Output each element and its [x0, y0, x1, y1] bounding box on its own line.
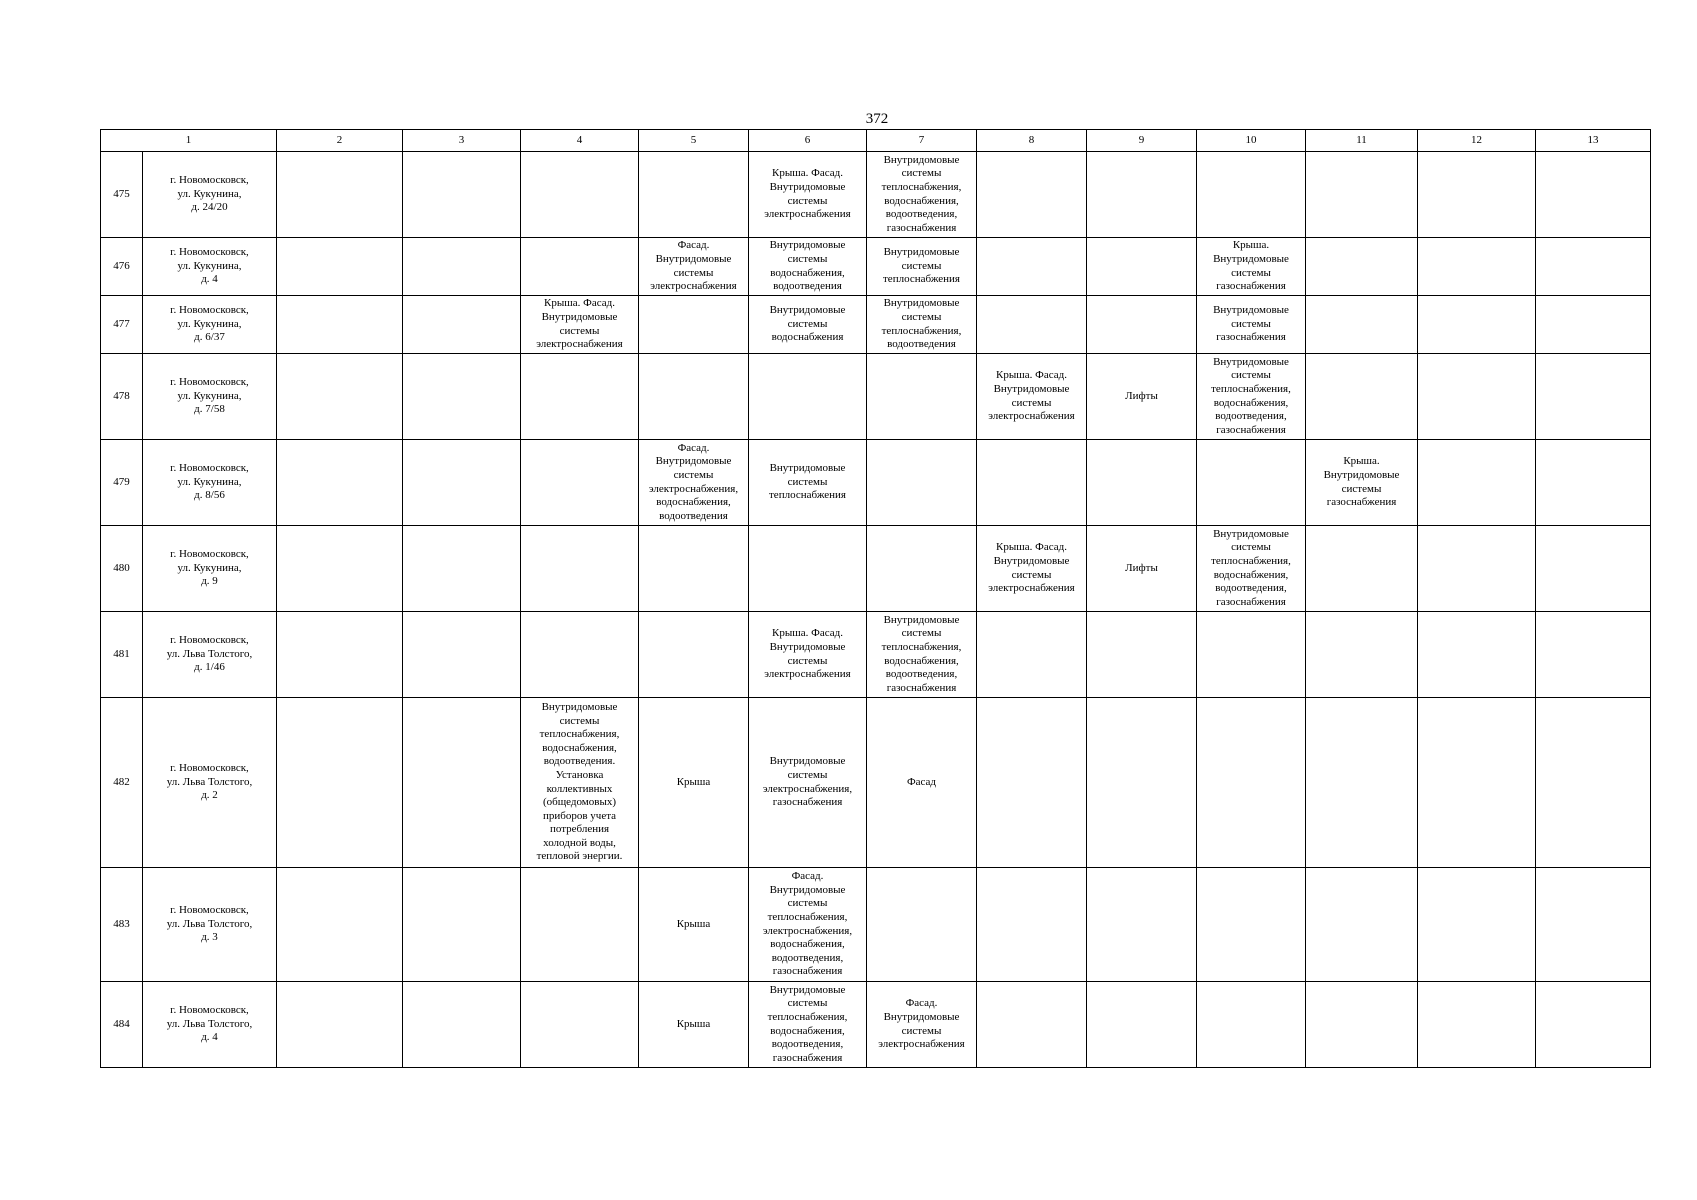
row-number: 478 — [101, 354, 143, 440]
work-cell-col-6 — [749, 296, 867, 354]
work-cell-col-5 — [639, 238, 749, 296]
work-cell-col-2 — [277, 868, 403, 982]
row-number: 476 — [101, 238, 143, 296]
table-row — [101, 152, 1651, 238]
column-number: 6 — [749, 130, 867, 152]
work-cell-col-7 — [867, 868, 977, 982]
work-text: Внутридомовые системы теплоснабжения — [769, 462, 846, 502]
work-cell-col-13 — [1536, 354, 1651, 440]
work-cell-col-2 — [277, 440, 403, 526]
work-cell-col-9 — [1087, 698, 1197, 868]
work-cell-col-8 — [977, 868, 1087, 982]
work-cell-col-6 — [749, 152, 867, 238]
work-text: Крыша. Фасад. Внутридомовые системы электроснабжения — [988, 369, 1075, 423]
work-text: Фасад. Внутридомовые системы теплоснабжения, электроснабжения, водоснабжения, водоотведения, газоснабжения — [762, 870, 853, 978]
work-cell-col-2 — [277, 982, 403, 1068]
work-cell-col-6 — [749, 354, 867, 440]
work-cell-col-10 — [1197, 296, 1306, 354]
work-cell-col-13 — [1536, 238, 1651, 296]
table-row — [101, 698, 1651, 868]
column-number: 9 — [1087, 130, 1197, 152]
work-cell-col-6 — [749, 238, 867, 296]
work-cell-col-4 — [521, 296, 639, 354]
work-cell-col-9 — [1087, 354, 1197, 440]
work-cell-col-6 — [749, 526, 867, 612]
table-row — [101, 612, 1651, 698]
work-cell-col-2 — [277, 612, 403, 698]
work-cell-col-7 — [867, 698, 977, 868]
table-row — [101, 526, 1651, 612]
work-text: Крыша. Фасад. Внутридомовые системы электроснабжения — [988, 541, 1075, 595]
work-cell-col-8 — [977, 238, 1087, 296]
address-cell — [143, 698, 277, 868]
work-cell-col-10 — [1197, 982, 1306, 1068]
address-text: г. Новомосковск, ул. Кукунина, д. 8/56 — [170, 462, 249, 502]
work-text: Внутридомовые системы теплоснабжения, водоснабжения, водоотведения. Установка коллективных (общедомовых) приборов учета потребления холодной воды, тепловой энергии. — [536, 700, 623, 863]
work-cell-col-13 — [1536, 296, 1651, 354]
work-cell-col-10 — [1197, 152, 1306, 238]
work-cell-col-7 — [867, 612, 977, 698]
work-cell-col-6 — [749, 440, 867, 526]
work-cell-col-10 — [1197, 612, 1306, 698]
work-cell-col-11 — [1306, 440, 1418, 526]
work-cell-col-3 — [403, 612, 521, 698]
work-cell-col-12 — [1418, 982, 1536, 1068]
work-cell-col-7 — [867, 526, 977, 612]
work-cell-col-13 — [1536, 612, 1651, 698]
work-text: Внутридомовые системы теплоснабжения, водоснабжения, водоотведения, газоснабжения — [881, 153, 962, 234]
work-cell-col-8 — [977, 354, 1087, 440]
column-number: 12 — [1418, 130, 1536, 152]
work-text: Крыша. Фасад. Внутридомовые системы электроснабжения — [536, 297, 623, 351]
work-cell-col-6 — [749, 612, 867, 698]
address-text: г. Новомосковск, ул. Кукунина, д. 24/20 — [170, 174, 249, 214]
work-cell-col-4 — [521, 982, 639, 1068]
work-text: Крыша. Внутридомовые системы газоснабжения — [1213, 239, 1289, 293]
work-text: Фасад. Внутридомовые системы электроснабжения — [650, 239, 737, 293]
work-cell-col-11 — [1306, 868, 1418, 982]
address-cell — [143, 526, 277, 612]
work-cell-col-3 — [403, 868, 521, 982]
work-cell-col-2 — [277, 296, 403, 354]
row-number: 482 — [101, 698, 143, 868]
work-cell-col-9 — [1087, 868, 1197, 982]
work-cell-col-4 — [521, 526, 639, 612]
work-cell-col-10 — [1197, 354, 1306, 440]
address-cell — [143, 612, 277, 698]
work-cell-col-4 — [521, 354, 639, 440]
work-text: Внутридомовые системы теплоснабжения, водоснабжения, водоотведения, газоснабжения — [881, 613, 962, 694]
table-row — [101, 296, 1651, 354]
work-text: Фасад — [906, 775, 937, 788]
work-cell-col-13 — [1536, 982, 1651, 1068]
work-cell-col-5 — [639, 440, 749, 526]
row-number: 481 — [101, 612, 143, 698]
work-cell-col-4 — [521, 868, 639, 982]
work-text: Внутридомовые системы теплоснабжения, водоснабжения, водоотведения, газоснабжения — [767, 983, 848, 1064]
work-cell-col-13 — [1536, 440, 1651, 526]
work-text: Лифты — [1125, 389, 1158, 402]
address-text: г. Новомосковск, ул. Кукунина, д. 4 — [170, 246, 249, 286]
work-cell-col-13 — [1536, 526, 1651, 612]
work-cell-col-8 — [977, 698, 1087, 868]
address-text: г. Новомосковск, ул. Кукунина, д. 9 — [170, 548, 249, 588]
work-cell-col-10 — [1197, 238, 1306, 296]
work-cell-col-7 — [867, 354, 977, 440]
address-text: г. Новомосковск, ул. Льва Толстого, д. 3 — [166, 904, 253, 944]
work-cell-col-8 — [977, 982, 1087, 1068]
work-cell-col-12 — [1418, 354, 1536, 440]
work-cell-col-4 — [521, 698, 639, 868]
work-text: Лифты — [1125, 561, 1158, 574]
work-cell-col-7 — [867, 440, 977, 526]
work-cell-col-5 — [639, 296, 749, 354]
row-number: 479 — [101, 440, 143, 526]
work-cell-col-9 — [1087, 152, 1197, 238]
work-cell-col-3 — [403, 238, 521, 296]
work-cell-col-12 — [1418, 440, 1536, 526]
work-text: Внутридомовые системы электроснабжения, газоснабжения — [762, 755, 853, 809]
work-cell-col-11 — [1306, 982, 1418, 1068]
address-cell — [143, 440, 277, 526]
work-text: Внутридомовые системы теплоснабжения, водоснабжения, водоотведения, газоснабжения — [1211, 355, 1291, 436]
work-cell-col-7 — [867, 982, 977, 1068]
column-number: 5 — [639, 130, 749, 152]
work-cell-col-7 — [867, 152, 977, 238]
work-cell-col-8 — [977, 152, 1087, 238]
work-cell-col-12 — [1418, 868, 1536, 982]
work-text: Крыша. Фасад. Внутридомовые системы электроснабжения — [764, 627, 851, 681]
work-cell-col-7 — [867, 238, 977, 296]
work-cell-col-4 — [521, 152, 639, 238]
column-number: 10 — [1197, 130, 1306, 152]
work-text: Крыша — [676, 775, 711, 788]
work-cell-col-12 — [1418, 238, 1536, 296]
row-number: 477 — [101, 296, 143, 354]
repair-schedule-table — [100, 129, 1651, 1068]
work-cell-col-11 — [1306, 354, 1418, 440]
work-cell-col-3 — [403, 698, 521, 868]
work-cell-col-10 — [1197, 868, 1306, 982]
column-number: 2 — [277, 130, 403, 152]
address-text: г. Новомосковск, ул. Льва Толстого, д. 2 — [166, 762, 253, 802]
column-number: 4 — [521, 130, 639, 152]
table-row — [101, 982, 1651, 1068]
address-text: г. Новомосковск, ул. Кукунина, д. 7/58 — [170, 376, 249, 416]
column-number: 7 — [867, 130, 977, 152]
work-cell-col-2 — [277, 354, 403, 440]
work-cell-col-5 — [639, 354, 749, 440]
work-cell-col-11 — [1306, 152, 1418, 238]
column-number: 8 — [977, 130, 1087, 152]
work-cell-col-5 — [639, 152, 749, 238]
work-cell-col-8 — [977, 526, 1087, 612]
work-text: Крыша. Внутридомовые системы газоснабжения — [1323, 455, 1400, 509]
column-number: 13 — [1536, 130, 1651, 152]
work-cell-col-9 — [1087, 238, 1197, 296]
work-cell-col-2 — [277, 238, 403, 296]
row-number: 484 — [101, 982, 143, 1068]
work-cell-col-7 — [867, 296, 977, 354]
column-number: 3 — [403, 130, 521, 152]
work-cell-col-4 — [521, 238, 639, 296]
work-cell-col-6 — [749, 982, 867, 1068]
address-cell — [143, 868, 277, 982]
column-number: 1 — [101, 130, 277, 152]
work-cell-col-3 — [403, 440, 521, 526]
address-text: г. Новомосковск, ул. Льва Толстого, д. 1/46 — [166, 634, 253, 674]
work-cell-col-9 — [1087, 440, 1197, 526]
work-text: Внутридомовые системы теплоснабжения, водоснабжения, водоотведения, газоснабжения — [1211, 527, 1291, 608]
work-text: Крыша — [676, 1017, 711, 1030]
work-text: Внутридомовые системы водоснабжения, водоотведения — [769, 239, 846, 293]
work-cell-col-8 — [977, 440, 1087, 526]
work-cell-col-4 — [521, 440, 639, 526]
work-cell-col-13 — [1536, 868, 1651, 982]
work-cell-col-12 — [1418, 698, 1536, 868]
work-cell-col-11 — [1306, 698, 1418, 868]
work-cell-col-12 — [1418, 526, 1536, 612]
work-cell-col-5 — [639, 698, 749, 868]
address-cell — [143, 238, 277, 296]
work-cell-col-9 — [1087, 982, 1197, 1068]
work-text: Внутридомовые системы теплоснабжения, водоотведения — [881, 297, 962, 351]
column-number-row — [101, 130, 1651, 152]
column-number: 11 — [1306, 130, 1418, 152]
work-cell-col-12 — [1418, 296, 1536, 354]
work-cell-col-9 — [1087, 296, 1197, 354]
work-cell-col-8 — [977, 612, 1087, 698]
row-number: 483 — [101, 868, 143, 982]
work-text: Фасад. Внутридомовые системы электроснабжения — [878, 997, 965, 1051]
work-cell-col-3 — [403, 354, 521, 440]
work-text: Крыша. Фасад. Внутридомовые системы электроснабжения — [764, 167, 851, 221]
address-cell — [143, 982, 277, 1068]
page-number: 372 — [865, 111, 889, 127]
work-cell-col-6 — [749, 868, 867, 982]
work-cell-col-13 — [1536, 698, 1651, 868]
work-text: Крыша — [676, 917, 711, 930]
work-cell-col-5 — [639, 982, 749, 1068]
table-row — [101, 238, 1651, 296]
address-cell — [143, 354, 277, 440]
address-text: г. Новомосковск, ул. Льва Толстого, д. 4 — [166, 1004, 253, 1044]
work-cell-col-2 — [277, 152, 403, 238]
work-text: Фасад. Внутридомовые системы электроснабжения, водоснабжения, водоотведения — [648, 441, 739, 522]
work-cell-col-11 — [1306, 296, 1418, 354]
work-cell-col-4 — [521, 612, 639, 698]
work-cell-col-3 — [403, 152, 521, 238]
address-cell — [143, 296, 277, 354]
work-cell-col-13 — [1536, 152, 1651, 238]
table-row — [101, 354, 1651, 440]
work-cell-col-12 — [1418, 612, 1536, 698]
work-text: Внутридомовые системы теплоснабжения — [883, 246, 960, 286]
work-cell-col-11 — [1306, 526, 1418, 612]
work-cell-col-5 — [639, 868, 749, 982]
work-cell-col-3 — [403, 526, 521, 612]
row-number: 475 — [101, 152, 143, 238]
work-cell-col-9 — [1087, 612, 1197, 698]
table-row — [101, 868, 1651, 982]
work-cell-col-11 — [1306, 612, 1418, 698]
work-cell-col-5 — [639, 612, 749, 698]
work-cell-col-10 — [1197, 698, 1306, 868]
work-cell-col-3 — [403, 296, 521, 354]
row-number: 480 — [101, 526, 143, 612]
work-cell-col-10 — [1197, 526, 1306, 612]
work-cell-col-11 — [1306, 238, 1418, 296]
address-text: г. Новомосковск, ул. Кукунина, д. 6/37 — [170, 304, 249, 344]
work-cell-col-2 — [277, 698, 403, 868]
work-text: Внутридомовые системы газоснабжения — [1213, 304, 1289, 344]
work-cell-col-12 — [1418, 152, 1536, 238]
table-row — [101, 440, 1651, 526]
work-text: Внутридомовые системы водоснабжения — [769, 304, 846, 344]
address-cell — [143, 152, 277, 238]
work-cell-col-3 — [403, 982, 521, 1068]
table-body — [101, 130, 1651, 1068]
work-cell-col-5 — [639, 526, 749, 612]
work-cell-col-9 — [1087, 526, 1197, 612]
work-cell-col-10 — [1197, 440, 1306, 526]
work-cell-col-6 — [749, 698, 867, 868]
work-cell-col-8 — [977, 296, 1087, 354]
work-cell-col-2 — [277, 526, 403, 612]
